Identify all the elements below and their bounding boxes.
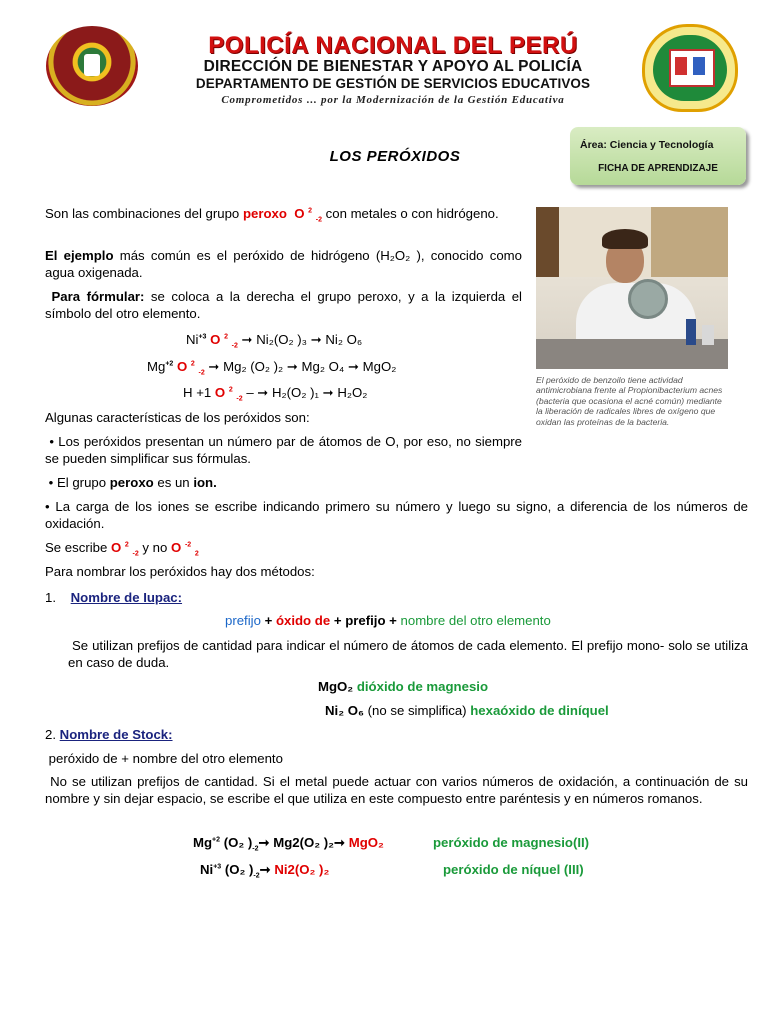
image-caption: El peróxido de benzoilo tiene actividad antimicrobiana frente al Propionibacterium acnes (bacteria que ocasiona el acné común) mediante la liberación de radicales libres de oxígeno que oxidan las proteínas de la bacteria. xyxy=(536,375,723,427)
method-1-heading: 1. Nombre de Iupac: xyxy=(45,590,183,605)
police-crest-left-icon xyxy=(46,26,138,106)
characteristic-2: • El grupo peroxo es un ion. xyxy=(48,475,217,490)
ficha-type: FICHA DE APRENDIZAJE xyxy=(598,163,718,174)
motto: Comprometidos ... por la Modernización de la Gestión Educativa xyxy=(221,94,565,106)
method-2-example-1-name: peróxido de magnesio(II) xyxy=(433,835,590,850)
method-2-description: No se utilizan prefijos de cantidad. Si el metal puede actuar con varios números de oxidación, a continuación de su nombre y sin dejar espacio, se escribe el que utiliza en este compuesto entre paréntesis y en números romanos. xyxy=(45,774,748,806)
charge-notation: Se escribe O $^2$ $_{-2}$ y no O $^{-2}$ $_2$ xyxy=(45,540,199,558)
methods-intro: Para nombrar los peróxidos hay dos métodos: xyxy=(45,564,315,579)
ficha-box xyxy=(570,127,746,185)
method-1-rule: prefijo + óxido de + prefijo + nombre del otro elemento xyxy=(225,613,551,628)
intro-paragraph-1: Son las combinaciones del grupo peroxo O $^2$ $_{-2}$ con metales o con hidrógeno. xyxy=(45,206,499,224)
intro-paragraph-3: Para fórmular: se coloca a la derecha el grupo peroxo, y a la izquierda el símbolo del otro elemento. xyxy=(45,289,522,321)
method-2-rule: peróxido de + nombre del otro elemento xyxy=(48,751,283,766)
characteristic-1: • Los peróxidos presentan un número par de átomos de O, por eso, no siempre se pueden simplificar sus fórmulas. xyxy=(45,434,523,466)
method-2-heading: 2. Nombre de Stock: xyxy=(45,727,173,742)
ficha-area: Área: Ciencia y Tecnología xyxy=(580,139,714,151)
page-title: LOS PERÓXIDOS xyxy=(329,148,461,165)
characteristics-intro: Algunas características de los peróxidos son: xyxy=(45,410,310,425)
method-1-example-2: Ni₂ O₆ (no se simplifica) hexaóxido de diníquel xyxy=(325,703,609,718)
page-header xyxy=(40,20,740,110)
method-1-example-1: MgO₂ dióxido de magnesio xyxy=(318,679,488,694)
institution-name: POLICÍA NACIONAL DEL PERÚ xyxy=(208,32,578,59)
direction-name: DIRECCIÓN DE BIENESTAR Y APOYO AL POLICÍA xyxy=(203,58,583,75)
formula-nickel: $Ni^{+3}$ O $^2$ $_{-2}$ ➞ Ni₂(O₂ )₃ ➞ Ni₂ O₆ xyxy=(186,332,363,350)
method-1-description: Se utilizan prefijos de cantidad para indicar el número de átomos de cada elemento. El prefijo mono- solo se utiliza en caso de duda. xyxy=(68,638,748,670)
method-2-example-2: $Ni^{+3}$ (O₂ )$_{-2}➞$ Ni2(O₂ )₂ xyxy=(200,862,330,880)
characteristic-3: • La carga de los iones se escribe indicando primero su número y luego su signo, a diferencia de los números de oxidación. xyxy=(45,499,748,531)
formula-hydrogen: H +1 O $^2$ $_{-2}$ – ➞ H₂(O₂ )₁ ➞ H₂O₂ xyxy=(183,385,368,403)
department-name: DEPARTAMENTO DE GESTIÓN DE SERVICIOS EDUCATIVOS xyxy=(195,76,591,91)
police-crest-right-icon xyxy=(642,24,738,112)
acne-photo xyxy=(536,207,728,369)
method-2-example-2-name: peróxido de níquel (III) xyxy=(443,862,584,877)
method-2-example-1: $Mg^{+2}$ (O₂ )$_{-2}➞$ Mg2(O₂ )₂➞ MgO₂ xyxy=(193,835,384,853)
intro-paragraph-2: El ejemplo más común es el peróxido de hidrógeno (H₂O₂ ), conocido como agua oxigenada. xyxy=(45,248,522,280)
formula-magnesium: $Mg^{+2}$ O $^2$ $_{-2}$ ➞ Mg₂ (O₂ )₂ ➞ Mg₂ O₄ ➞ MgO₂ xyxy=(147,359,397,377)
